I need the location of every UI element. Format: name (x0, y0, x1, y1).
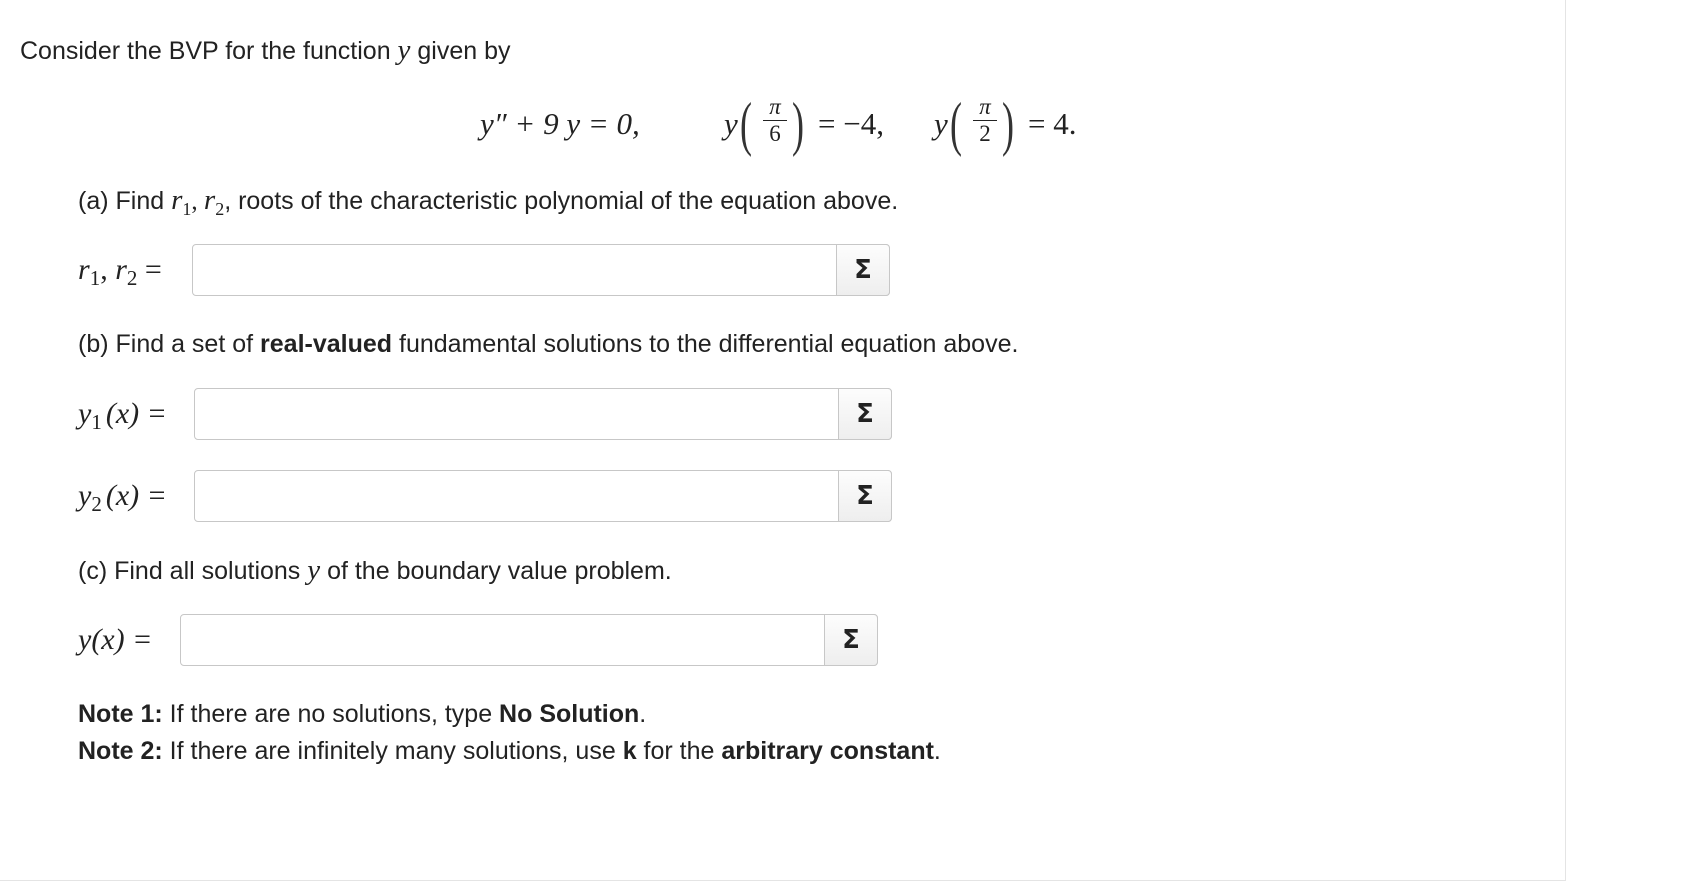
part-a-r1: r (171, 184, 183, 216)
y1-field (194, 388, 892, 440)
part-b-question (78, 328, 1018, 360)
sigma-icon[interactable]: Σ (836, 244, 890, 296)
part-a-r2: r (203, 184, 216, 216)
y1-label-tail: (x) = (105, 397, 167, 430)
y1-label-y: y (78, 397, 92, 430)
part-a-r2-sub: 2 (215, 199, 225, 219)
intro-var: y (397, 34, 411, 66)
intro-after: given by (410, 37, 511, 65)
part-b-bold: real-valued (260, 330, 393, 358)
intro-text (20, 34, 510, 67)
bc2-value: = 4. (1028, 106, 1077, 141)
y1-label-sub: 1 (91, 410, 102, 434)
note-1-text: If there are no solutions, type (162, 700, 500, 728)
label-r2-sub: 2 (126, 266, 138, 290)
part-a-prefix: (a) Find (78, 187, 172, 215)
bc2-numerator: π (979, 94, 991, 119)
y2-label-y: y (78, 479, 92, 512)
part-a-r1-sub: 1 (182, 199, 192, 219)
bc1-function: y (724, 106, 738, 141)
y2-input[interactable] (195, 471, 839, 521)
note-2-text: If there are infinitely many solutions, use (162, 737, 623, 765)
r1-r2-field (192, 244, 890, 296)
bc2-fraction (972, 94, 998, 147)
bc2-denominator: 2 (979, 121, 991, 146)
note-1 (78, 698, 646, 730)
part-a-question: (a) Find $r_1$, $r_2$, roots of the characteristic polynomial of the equation above. (78, 184, 899, 219)
r1-r2-input[interactable] (193, 245, 837, 295)
sigma-icon[interactable]: Σ (824, 614, 878, 666)
bc1-left-paren: ( (739, 91, 752, 157)
part-a-suffix: , roots of the characteristic polynomial of the equation above. (224, 187, 899, 215)
y2-label-tail: (x) = (105, 479, 167, 512)
label-r-equals: = (137, 253, 162, 286)
bc2-right-paren: ) (1001, 91, 1014, 157)
bc1-fraction (762, 94, 788, 147)
part-b-prefix: (b) Find a set of (78, 330, 261, 358)
bc1-value: = −4, (818, 106, 884, 141)
bc1-denominator: 6 (769, 121, 781, 146)
sigma-icon[interactable]: Σ (838, 470, 892, 522)
sigma-icon[interactable]: Σ (838, 388, 892, 440)
note-2-end: . (933, 737, 941, 765)
bc1-right-paren: ) (791, 91, 804, 157)
label-r1-sub: 1 (89, 266, 101, 290)
y2-field (194, 470, 892, 522)
y-input[interactable] (181, 615, 825, 665)
label-r2: r (115, 253, 127, 286)
intro-before: Consider the BVP for the function (20, 37, 398, 65)
bc2-left-paren: ( (949, 91, 962, 157)
note-2-k: k (622, 737, 637, 765)
part-c-suffix: of the boundary value problem. (320, 557, 672, 585)
ode-lhs: y″ + 9 y = 0, (480, 106, 640, 141)
y2-label (78, 478, 167, 516)
ode-equation (480, 106, 640, 142)
part-c-prefix: (c) Find all solutions (78, 557, 308, 585)
note-1-label: Note 1: (78, 700, 163, 728)
bc2-function: y (934, 106, 948, 141)
part-c-var: y (307, 554, 321, 586)
y-field (180, 614, 878, 666)
note-2 (78, 735, 941, 767)
note-1-bold: No Solution (499, 700, 640, 728)
part-c-question (78, 554, 672, 587)
y-label: y(x) = (78, 623, 153, 656)
note-2-bold: arbitrary constant (721, 737, 934, 765)
r1-r2-label: $r_1$, $r_2$ = (78, 253, 162, 290)
note-2-label: Note 2: (78, 737, 163, 765)
y1-label (78, 396, 167, 434)
note-2-mid: for the (636, 737, 722, 765)
y2-label-sub: 2 (91, 492, 102, 516)
note-1-end: . (639, 700, 647, 728)
y1-input[interactable] (195, 389, 839, 439)
label-r1: r (78, 253, 90, 286)
part-b-suffix: fundamental solutions to the differential equation above. (392, 330, 1019, 358)
bc1-numerator: π (769, 94, 781, 119)
